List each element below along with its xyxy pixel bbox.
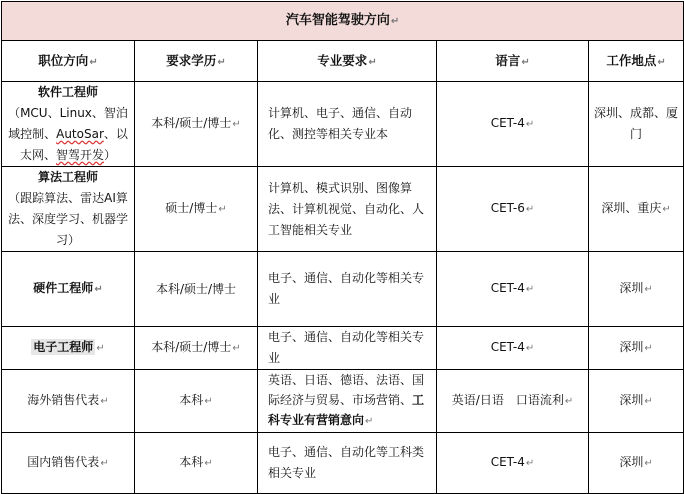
paragraph-mark: ↵ (525, 119, 535, 130)
major-text: 计算机、电子、通信、自动化、测控等相关专业本 (268, 106, 413, 141)
cell-location (589, 82, 684, 167)
major-text: 电子、通信、自动化等相关专业 (268, 330, 425, 365)
cell-position (2, 433, 135, 494)
cell-major (258, 82, 437, 167)
header-major-text: 专业要求 (317, 52, 368, 68)
location-text: 深圳 (619, 281, 644, 295)
cell-position (2, 252, 135, 327)
major-text: 计算机、模式识别、图像算法、计算机视觉、自动化、人工智能相关专业 (268, 180, 425, 237)
language-text: CET-4 (490, 340, 525, 354)
paragraph-mark: ↵ (644, 396, 653, 407)
cell-education (135, 167, 258, 252)
paragraph-mark: ↵ (232, 119, 241, 130)
paragraph-mark: ↵ (657, 56, 666, 68)
language-text: CET-4 (490, 281, 525, 295)
cell-major (258, 327, 437, 370)
cell-education (135, 252, 258, 327)
job-table (1, 1, 684, 494)
paragraph-mark: ↵ (525, 343, 535, 354)
position-title: 软件工程师 (37, 85, 98, 99)
cell-location (589, 370, 684, 433)
header-row (2, 41, 684, 82)
position-detail-part: AutoSar (56, 127, 104, 141)
major-text: 电子、通信、自动化等相关专业 (268, 271, 425, 306)
paragraph-mark: ↵ (232, 343, 241, 354)
position-detail-part: 智驾开发 (55, 148, 104, 162)
paragraph-mark: ↵ (89, 56, 98, 68)
cell-position (2, 327, 135, 370)
paragraph-mark: ↵ (525, 458, 535, 469)
table-row (2, 370, 684, 433)
location-text: 深圳 (619, 393, 644, 407)
paragraph-mark: ↵ (525, 204, 535, 215)
paragraph-mark: ↵ (94, 284, 103, 295)
major-text: 英语、日语、德语、法语、国际经济与贸易、市场营销、 (268, 373, 425, 407)
cell-position (2, 82, 135, 167)
position-title: 海外销售代表 (27, 393, 100, 407)
paragraph-mark: ↵ (218, 204, 227, 215)
education-text: 本科 (179, 393, 204, 407)
location-text: 深圳、成都、厦门 (594, 106, 679, 141)
cell-language (437, 167, 589, 252)
cell-language (437, 252, 589, 327)
education-text: 本科/硕士/博士 (151, 340, 232, 354)
table-row (2, 327, 684, 370)
cell-position (2, 370, 135, 433)
cell-language (437, 82, 589, 167)
language-text: 英语/日语 口语流利 (451, 393, 564, 407)
paragraph-mark: ↵ (204, 396, 213, 407)
paragraph-mark: ↵ (96, 343, 105, 354)
position-title: 硬件工程师 (33, 281, 94, 295)
cell-education (135, 327, 258, 370)
paragraph-mark: ↵ (100, 458, 109, 469)
position-title: 国内销售代表 (27, 455, 100, 469)
education-text: 本科/硕士/博士 (155, 281, 237, 296)
paragraph-mark: ↵ (204, 458, 213, 469)
location-text: 深圳、重庆 (601, 201, 662, 215)
header-location (589, 41, 684, 82)
table-row (2, 433, 684, 494)
cell-major (258, 433, 437, 494)
cell-major (258, 370, 437, 433)
cell-education (135, 370, 258, 433)
table-row (2, 167, 684, 252)
paragraph-mark: ↵ (525, 284, 535, 295)
position-title: 算法工程师 (37, 170, 98, 184)
header-language (437, 41, 589, 82)
language-text: CET-4 (490, 116, 525, 130)
table-row (2, 252, 684, 327)
paragraph-mark: ↵ (644, 458, 653, 469)
header-position-text: 职位方向 (38, 52, 89, 68)
education-text: 硕士/博士 (165, 201, 218, 215)
location-text: 深圳 (619, 455, 644, 469)
title-row (2, 2, 684, 41)
major-text: 电子、通信、自动化等工科类相关专业 (268, 445, 425, 480)
paragraph-mark: ↵ (521, 56, 530, 68)
major-text-bold: 工科专业有营销意向 (268, 393, 425, 427)
header-language-text: 语言 (495, 52, 521, 68)
cell-location (589, 327, 684, 370)
education-text: 本科/硕士/博士 (151, 116, 232, 130)
position-detail-part: 、以太网、 (19, 127, 128, 162)
header-education (135, 41, 258, 82)
paragraph-mark: ↵ (662, 204, 671, 215)
paragraph-mark: ↵ (100, 396, 109, 407)
paragraph-mark: ↵ (644, 343, 653, 354)
cell-location (589, 252, 684, 327)
paragraph-mark: ↵ (365, 416, 374, 427)
cell-location (589, 433, 684, 494)
cell-location (589, 167, 684, 252)
table-title (2, 2, 684, 41)
cell-language (437, 327, 589, 370)
paragraph-mark: ↵ (217, 56, 226, 68)
header-position (2, 41, 135, 82)
language-text: CET-6 (490, 201, 525, 215)
paragraph-mark: ↵ (390, 16, 400, 27)
position-detail-part: ） (104, 148, 117, 162)
cell-major (258, 167, 437, 252)
location-text: 深圳 (619, 340, 644, 354)
table-row (2, 82, 684, 167)
paragraph-mark: ↵ (564, 396, 574, 407)
header-location-text: 工作地点 (606, 52, 657, 68)
position-title: 电子工程师 (33, 340, 94, 354)
cell-education (135, 433, 258, 494)
education-text: 本科 (179, 455, 204, 469)
cell-education (135, 82, 258, 167)
language-text: CET-4 (490, 455, 525, 469)
header-major (258, 41, 437, 82)
table-title-text: 汽车智能驾驶方向 (285, 13, 390, 28)
cell-language (437, 370, 589, 433)
position-detail: （跟踪算法、雷达AI算法、深度学习、机器学习） (7, 191, 128, 247)
cell-language (437, 433, 589, 494)
position-detail-part: （MCU、Linux、智泊域控制、 (8, 106, 128, 141)
position-detail (6, 103, 130, 166)
paragraph-mark: ↵ (368, 56, 377, 68)
cell-position (2, 167, 135, 252)
paragraph-mark: ↵ (644, 284, 653, 295)
header-education-text: 要求学历 (166, 52, 217, 68)
cell-major (258, 252, 437, 327)
